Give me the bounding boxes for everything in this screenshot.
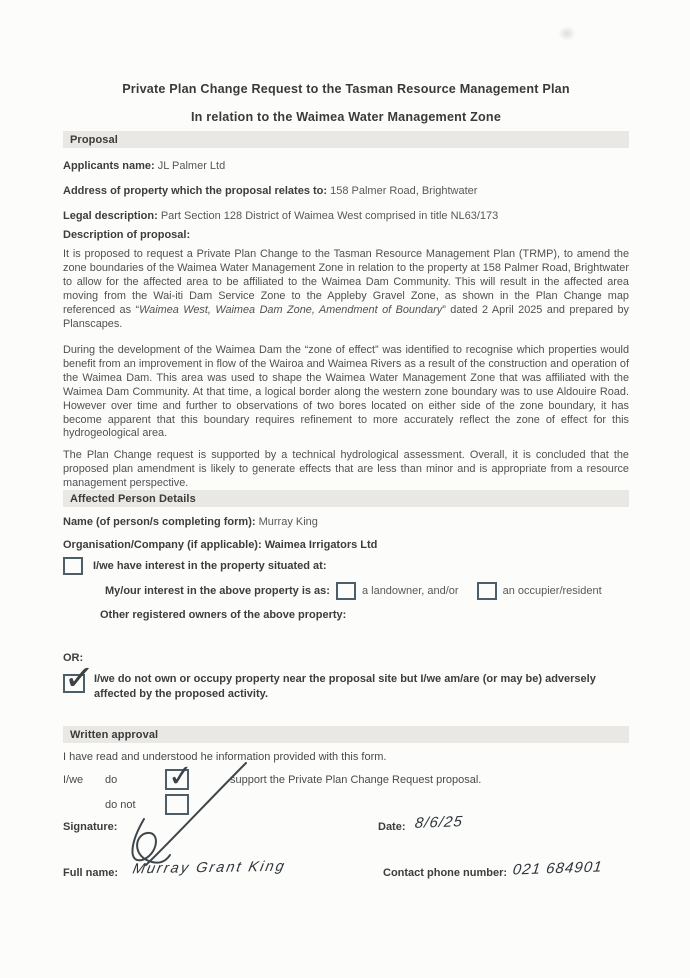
completing-name-label: Name (of person/s completing form): bbox=[63, 516, 256, 528]
paragraph-1-text: It is proposed to request a Private Plan Change to the Tasman Resource Management Plan (TRMP), to amend the zone boundaries of the Waimea Water Management Zone in relation to the property at 158 Palmer Road, Brightwater to allow for the affected area to be affiliated to the Waimea Dam Community. This will result in the affected area moving from the Wai-iti Dam Service Zone to the Appleby Gravel Zone, as shown in the Plan Change map referenced as “ bbox=[63, 248, 629, 316]
full-name-label: Full name: bbox=[63, 867, 119, 879]
legal-description-label: Legal description: bbox=[63, 210, 158, 222]
field-property-address bbox=[63, 184, 629, 198]
proposal-paragraph-3: The Plan Change request is supported by a technical hydrological assessment. Overall, it is concluded that the proposed plan amendment is likely to generate effects that are less than minor and is appropriate from a resource management perspective. bbox=[63, 449, 629, 489]
field-legal-description bbox=[63, 209, 629, 223]
signature-label: Signature: bbox=[63, 821, 118, 833]
date-label: Date: bbox=[378, 821, 406, 833]
paragraph-1-map-reference: Waimea West, Waimea Dam Zone, Amendment of Boundary bbox=[139, 303, 443, 316]
property-address-label: Address of property which the proposal relates to: bbox=[63, 185, 328, 197]
applicants-name-value: JL Palmer Ltd bbox=[157, 160, 226, 172]
checkbox-adversely-affected[interactable] bbox=[63, 674, 85, 693]
form-title-line2: In relation to the Waimea Water Management Zone bbox=[190, 110, 502, 124]
checkbox-landowner[interactable] bbox=[336, 582, 356, 600]
row-adversely-affected bbox=[63, 672, 629, 701]
field-completing-name bbox=[63, 515, 629, 529]
do-label: do bbox=[105, 773, 118, 786]
full-name-handwritten-value: Murray Grant King bbox=[131, 858, 288, 878]
property-address-value: 158 Palmer Road, Brightwater bbox=[330, 185, 478, 197]
row-have-interest bbox=[63, 557, 629, 575]
section-header-written-approval: Written approval bbox=[63, 726, 629, 743]
signature-scrawl-drawing bbox=[116, 757, 261, 869]
phone-handwritten-value: 021 684901 bbox=[511, 858, 604, 879]
interest-as-label: My/our interest in the above property is as: bbox=[105, 585, 330, 597]
occupier-label: an occupier/resident bbox=[502, 585, 602, 597]
iwe-label: I/we bbox=[63, 773, 84, 786]
landowner-label: a landowner, and/or bbox=[361, 585, 459, 597]
checkbox-have-interest[interactable] bbox=[63, 557, 83, 575]
organisation-value: Waimea Irrigators Ltd bbox=[264, 539, 378, 551]
form-title-line1: Private Plan Change Request to the Tasman Resource Management Plan bbox=[122, 82, 570, 96]
row-interest-type bbox=[63, 582, 629, 600]
section-header-affected-person: Affected Person Details bbox=[63, 490, 629, 507]
field-applicants-name bbox=[63, 159, 629, 173]
scan-smudge-artifact bbox=[558, 26, 576, 41]
description-of-proposal-label: Description of proposal: bbox=[63, 229, 191, 241]
date-handwritten-value: 8/6/25 bbox=[413, 813, 464, 832]
or-label: OR: bbox=[63, 652, 84, 664]
legal-description-value: Part Section 128 District of Waimea West comprised in title NL63/173 bbox=[160, 210, 499, 222]
adversely-affected-label: I/we do not own or occupy property near the proposal site but I/we am/are (or may be) adversely affected by the proposed activity. bbox=[94, 673, 596, 700]
do-not-label: do not bbox=[105, 798, 136, 811]
completing-name-value: Murray King bbox=[258, 516, 318, 528]
have-interest-label: I/we have interest in the property situated at: bbox=[93, 560, 327, 572]
section-header-proposal: Proposal bbox=[63, 131, 629, 148]
paragraph-1-text-end: ” dated 2 April 2025 and prepared by Planscapes. bbox=[63, 303, 629, 330]
field-organisation bbox=[63, 538, 629, 552]
checkbox-occupier[interactable] bbox=[477, 582, 497, 600]
organisation-label: Organisation/Company (if applicable): bbox=[63, 539, 262, 551]
read-statement: I have read and understood he information provided with this form. bbox=[63, 751, 387, 763]
applicants-name-label: Applicants name: bbox=[63, 160, 155, 172]
proposal-paragraph-1 bbox=[63, 248, 629, 331]
support-label: support the Private Plan Change Request proposal. bbox=[230, 773, 482, 786]
phone-label: Contact phone number: bbox=[383, 867, 508, 879]
proposal-paragraph-2: During the development of the Waimea Dam the “zone of effect” was identified to recognise which properties would benefit from an improvement in flow of the Wairoa and Waimea Rivers as a result of the construction and operation of the Waimea Dam. This area was used to shape the Waimea Water Management Zone that was affiliated with the Waimea Dam Community. At that time, a logical border along the western zone boundary was to use Aldouire Road. However over time and further to observations of two bores located on either side of the zone boundary, it has become apparent that this boundary requires refinement to more accurately reflect the zone of effect for this hydrogeological area. bbox=[63, 344, 629, 440]
other-owners-label: Other registered owners of the above property: bbox=[100, 609, 347, 621]
